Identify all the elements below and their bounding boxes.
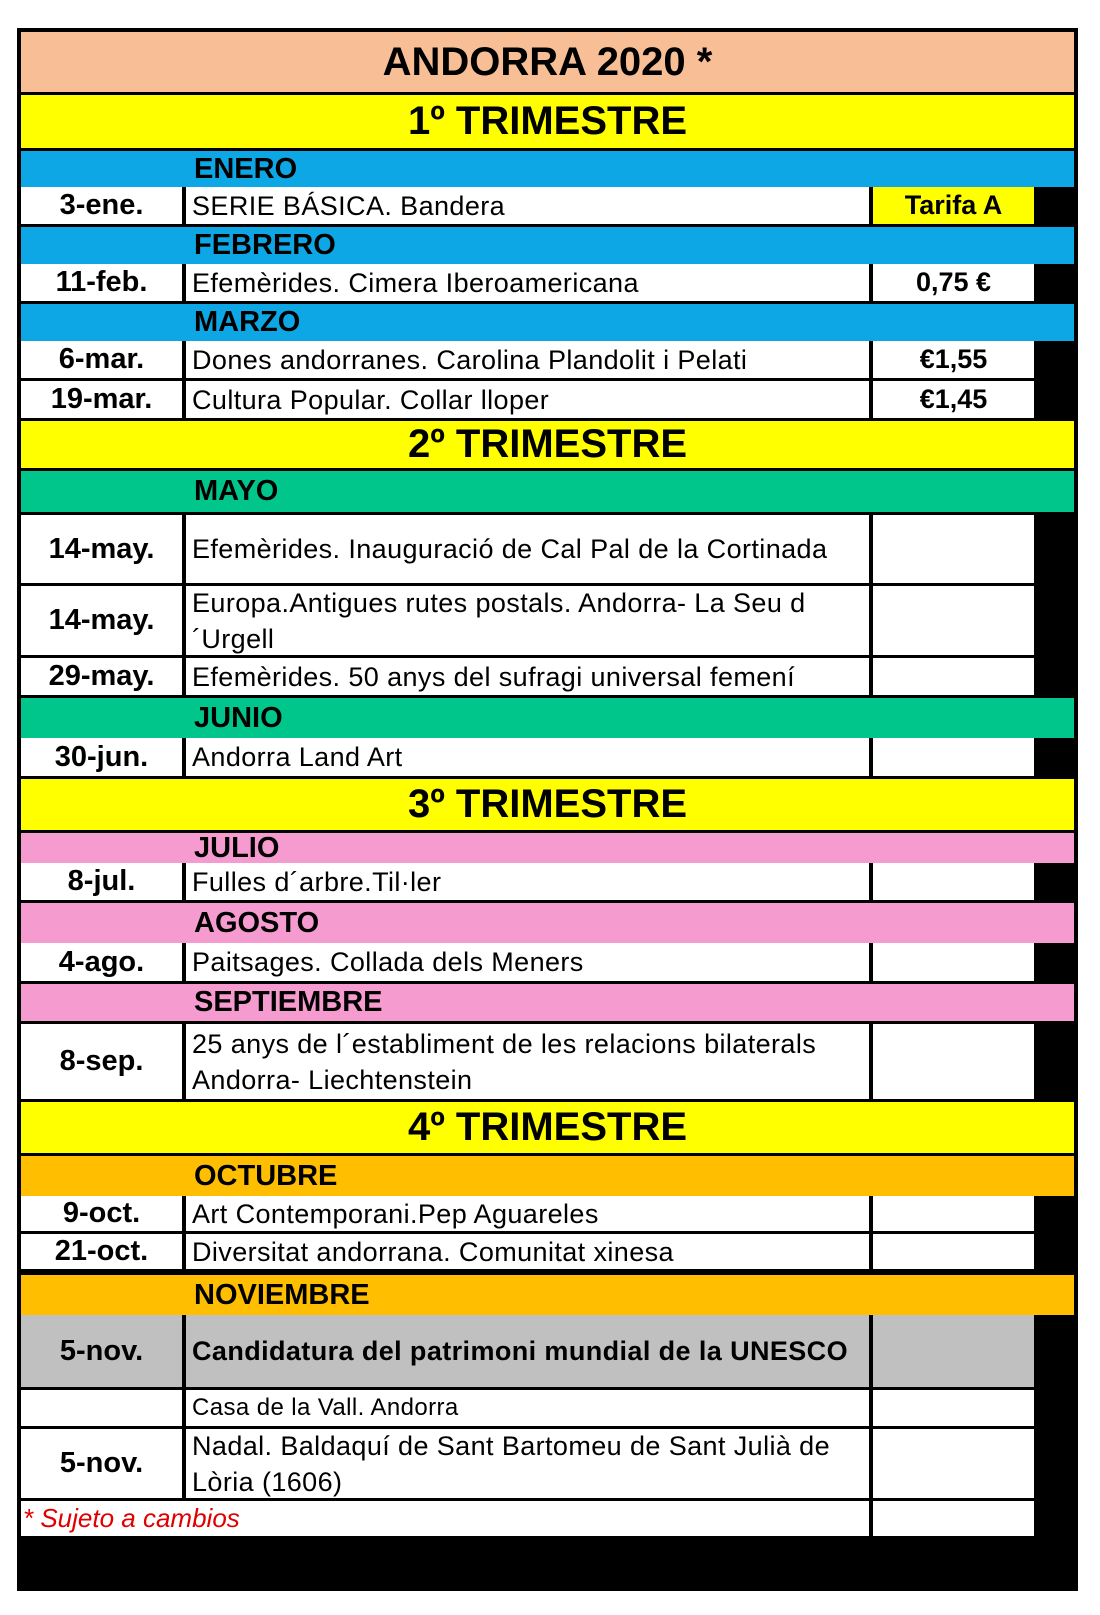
issue-price [873,515,1034,583]
month-header-enero: ENERO [21,151,1074,187]
issue-date: 19-mar. [21,381,182,418]
issue-price [873,863,1034,900]
month-header-junio: JUNIO [21,698,1074,738]
table-row [21,738,1074,779]
issue-price [873,1234,1034,1269]
quarter-3-header: 3º TRIMESTRE [21,779,1074,830]
issue-description: Diversitat andorrana. Comunitat xinesa [186,1234,869,1269]
month-header-agosto: AGOSTO [21,903,1074,943]
quarter-1-header: 1º TRIMESTRE [21,95,1074,148]
issue-description: Europa.Antigues rutes postals. Andorra- La Seu d´Urgell [186,586,869,655]
issue-description: Candidatura del patrimoni mundial de la UNESCO [186,1315,869,1387]
table-row [21,586,1074,658]
issue-date: 14-may. [21,515,182,583]
issue-date: 4-ago. [21,943,182,981]
issue-description: SERIE BÁSICA. Bandera [186,187,869,224]
month-header-octubre: OCTUBRE [21,1156,1074,1196]
issue-date: 14-may. [21,586,182,655]
footnote-empty-cell [873,1501,1034,1536]
issue-price [873,943,1034,981]
table-row [21,943,1074,984]
month-header-marzo: MARZO [21,304,1074,341]
issue-description: Nadal. Baldaquí de Sant Bartomeu de Sant Julià de Lòria (1606) [186,1429,869,1498]
issue-price [873,738,1034,776]
table-row [21,1024,1074,1102]
issue-date: 11-feb. [21,264,182,301]
table-row [21,341,1074,381]
month-header-noviembre: NOVIEMBRE [21,1275,1074,1315]
issue-price [873,1315,1034,1387]
issue-date: 21-oct. [21,1234,182,1269]
issue-price: €1,45 [873,381,1034,418]
issue-price [873,1024,1034,1099]
issue-date: 5-nov. [21,1315,182,1387]
issue-description: Art Contemporani.Pep Aguareles [186,1196,869,1231]
issue-description: Paitsages. Collada dels Meners [186,943,869,981]
month-header-julio: JULIO [21,833,1074,863]
table-row [21,264,1074,304]
table-row [21,863,1074,903]
quarter-2-header: 2º TRIMESTRE [21,421,1074,468]
issue-price [873,1196,1034,1231]
issue-date: 9-oct. [21,1196,182,1231]
issue-date: 8-sep. [21,1024,182,1099]
issue-price [873,1390,1034,1426]
issue-price [873,658,1034,695]
quarter-4-header: 4º TRIMESTRE [21,1102,1074,1153]
month-header-septiembre: SEPTIEMBRE [21,984,1074,1021]
issue-date: 8-jul. [21,863,182,900]
issue-price: Tarifa A [873,187,1034,224]
issue-date: 29-may. [21,658,182,695]
stamp-calendar-table [17,28,1078,1591]
month-header-febrero: FEBRERO [21,227,1074,264]
issue-date: 30-jun. [21,738,182,776]
issue-description: Casa de la Vall. Andorra [186,1390,869,1426]
table-row [21,1196,1074,1234]
table-row [21,515,1074,586]
issue-description: Efemèrides. Cimera Iberoamericana [186,264,869,301]
issue-description: Andorra Land Art [186,738,869,776]
issue-date: 3-ene. [21,187,182,224]
table-row [21,381,1074,421]
issue-description: Efemèrides. 50 anys del sufragi universal femení [186,658,869,695]
issue-price: €1,55 [873,341,1034,378]
issue-description: Dones andorranes. Carolina Plandolit i Pelati [186,341,869,378]
table-row [21,1390,1074,1429]
table-row [21,187,1074,227]
issue-date: 5-nov. [21,1429,182,1498]
issue-description: Fulles d´arbre.Til·ler [186,863,869,900]
table-row [21,1315,1074,1390]
issue-description: 25 anys de l´establiment de les relacions bilaterals Andorra- Liechtenstein [186,1024,869,1099]
issue-price [873,586,1034,655]
issue-description: Efemèrides. Inauguració de Cal Pal de la Cortinada [186,515,869,583]
issue-price [873,1429,1034,1498]
table-row [21,1234,1074,1272]
table-row [21,1429,1074,1501]
footnote: * Sujeto a cambios [21,1501,869,1536]
table-row [21,658,1074,698]
issue-date: 6-mar. [21,341,182,378]
issue-description: Cultura Popular. Collar lloper [186,381,869,418]
month-header-mayo: MAYO [21,471,1074,512]
table-title: ANDORRA 2020 * [21,32,1074,92]
footnote-row [21,1501,1074,1539]
issue-date [21,1390,182,1426]
issue-price: 0,75 € [873,264,1034,301]
